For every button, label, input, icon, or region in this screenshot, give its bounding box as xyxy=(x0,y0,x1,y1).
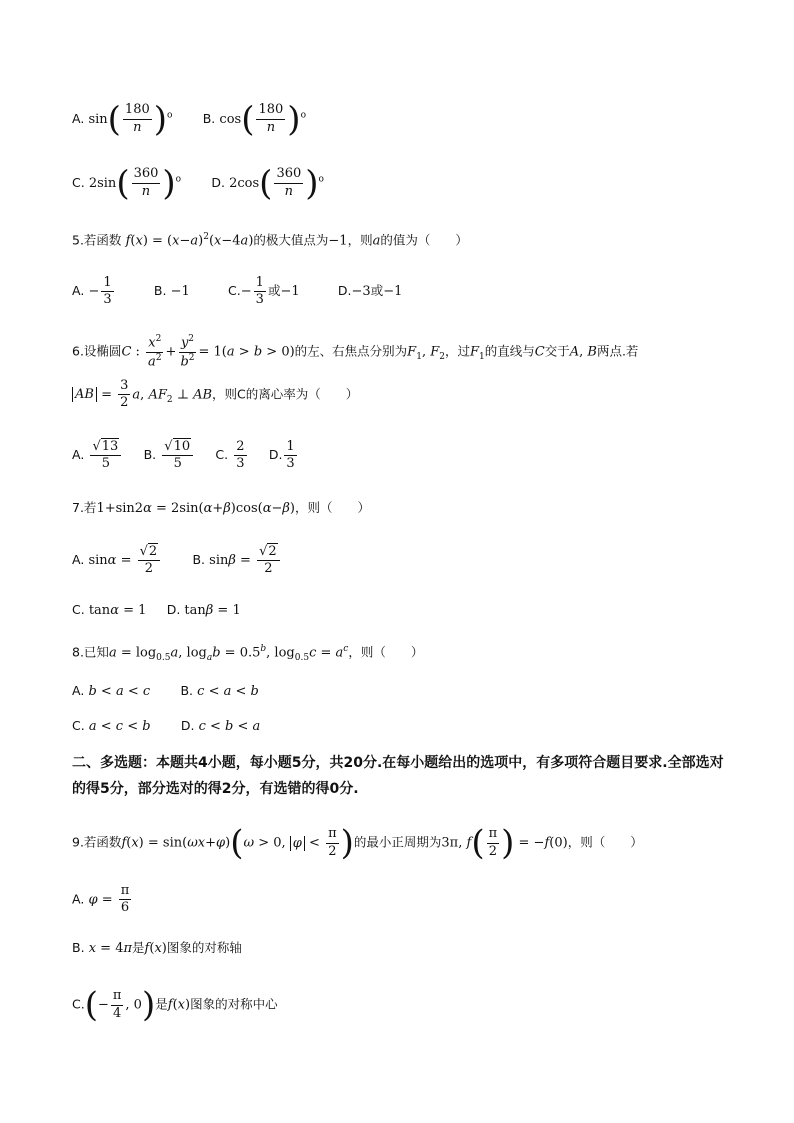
q5-options xyxy=(72,276,402,308)
q9-stem-period: 3π xyxy=(441,835,459,851)
q9-stem-suffix: ，则（ ） xyxy=(567,834,643,850)
q5-stem-mid2: ，则 xyxy=(347,232,373,248)
q9-stem-prefix: 9.若函数 xyxy=(72,834,122,850)
q7-options-row-2 xyxy=(72,604,241,617)
q8-options-row-2 xyxy=(72,720,260,733)
q5-option-d: D.−3或−1 xyxy=(337,283,403,300)
q9-option-c: C.(− $\frac{\pi}{4}$ , 0)是f(x)图象的对称中心 xyxy=(72,985,278,1025)
q6-option-c: C. $\frac{2}{3}$ xyxy=(215,439,245,472)
q9-option-c-prefix: C. xyxy=(72,996,85,1012)
q8-stem-prefix: 8.已知 xyxy=(72,644,109,660)
q8-stem: 8.已知$a = \log_{0.5}a$, $\log_ab = 0.5^b$, $\log_{0.5}c = a^c$，则（ ） xyxy=(72,644,424,663)
q5-option-b: B. −1 xyxy=(153,283,190,300)
q5-option-a: A. − $\frac{1}{3}$ xyxy=(72,275,112,308)
q7-option-a: A. sinα = $\frac{√2}{2}$ xyxy=(72,553,162,568)
q8-stem-suffix: ，则（ ） xyxy=(348,644,424,660)
q7-options-row-1 xyxy=(72,545,282,577)
q6-stem-suffix: 两点.若 xyxy=(596,343,639,359)
q5-stem: 5.若函数 $f(x) = (x-a)^2(x-4a)$的极大值点为−1，则a的值为（ ） xyxy=(72,232,468,249)
q4-options-row-1 xyxy=(72,99,306,139)
q6-option-d: D. $\frac{1}{3}$ xyxy=(268,439,295,472)
q6-options xyxy=(72,440,299,472)
q4-option-a: A. sin( $\frac{180}{n}$ )$^o$ xyxy=(72,99,173,139)
q9-stem-mid: 的最小正周期为 xyxy=(353,834,442,850)
q9-stem: 9.若函数f(x) = sin(ωx+φ)(ω > 0, φ < $\frac{\pi}{2}$ )的最小正周期为3π, f( $\frac{\pi}{2}$ ) = −f(0)，则（ ） xyxy=(72,823,643,863)
q6-option-b: B. $\frac{√10}{5}$ xyxy=(144,448,196,463)
q6-stem-mid2: ，过 xyxy=(444,343,470,359)
q7-stem-prefix: 7.若 xyxy=(72,500,97,515)
q8-option-b: B. c < a < b xyxy=(180,683,259,699)
q9-option-b-prefix: B. xyxy=(72,940,85,955)
q8-option-d: D. c < b < a xyxy=(180,718,261,734)
q8-options-row-1 xyxy=(72,685,259,698)
q5-stem-prefix: 5.若函数 xyxy=(72,232,122,248)
q8-option-a: A. b < a < c xyxy=(72,683,151,699)
q5-stem-value: −1 xyxy=(328,233,348,249)
q4-option-b: B. cos( $\frac{180}{n}$ )$^o$ xyxy=(202,99,306,139)
q4-option-d: D. 2cos( $\frac{360}{n}$ )$^o$ xyxy=(211,163,324,203)
q4-option-c: C. 2sin( $\frac{360}{n}$ )$^o$ xyxy=(72,163,182,203)
q5-option-c: C.− $\frac{1}{3}$ 或−1 xyxy=(228,275,300,308)
q9-option-a: A. φ = $\frac{\pi}{6}$ xyxy=(72,883,130,916)
q6-stem-line-2: AB = $\frac{3}{2}$ a, $AF_2$ ⊥ AB，则C的离心率为（ ） xyxy=(72,379,358,411)
q5-stem-suffix: 的值为（ ） xyxy=(380,232,468,248)
q5-stem-mid: 的极大值点为 xyxy=(253,232,329,248)
q6-stem2-suffix: ，则C的离心率为（ ） xyxy=(212,386,359,402)
q6-stem-prefix: 6.设椭圆 xyxy=(72,343,122,359)
q7-option-d: D. tanβ = 1 xyxy=(166,602,241,618)
q8-option-c: C. a < c < b xyxy=(72,718,151,734)
q7-option-b: B. sinβ = $\frac{√2}{2}$ xyxy=(192,553,281,568)
q7-stem: 7.若1+sin2α = 2sin(α+β)cos(α−β)，则（ ） xyxy=(72,500,370,516)
q6-stem-mid3: 的直线与 xyxy=(484,343,535,359)
q6-stem-mid4: 交于 xyxy=(544,343,570,359)
q4-options-row-2 xyxy=(72,163,324,203)
q9-option-b: B. x = 4π是f(x)图象的对称轴 xyxy=(72,940,242,956)
q7-stem-suffix: ，则（ ） xyxy=(294,500,370,515)
q6-stem-line-1: 6.设椭圆C : $\frac{x^2}{a^2}$ + $\frac{y^2}{b^2}$ = 1(a > b > 0)的左、右焦点分别为$F_1$, $F_2$，过$F_1$的直线与C交于A, B两点.若 xyxy=(72,334,639,369)
q6-stem-mid: 的左、右焦点分别为 xyxy=(294,343,408,359)
section-heading: 二、多选题：本题共4小题，每小题5分，共20分.在每小题给出的选项中，有多项符合题目要求.全部选对的得5分，部分选对的得2分，有选错的得0分. xyxy=(72,755,724,797)
q6-option-a: A. $\frac{√13}{5}$ xyxy=(72,448,123,463)
q7-option-c: C. tanα = 1 xyxy=(72,602,147,618)
q5-stem-variable: a xyxy=(372,233,381,249)
